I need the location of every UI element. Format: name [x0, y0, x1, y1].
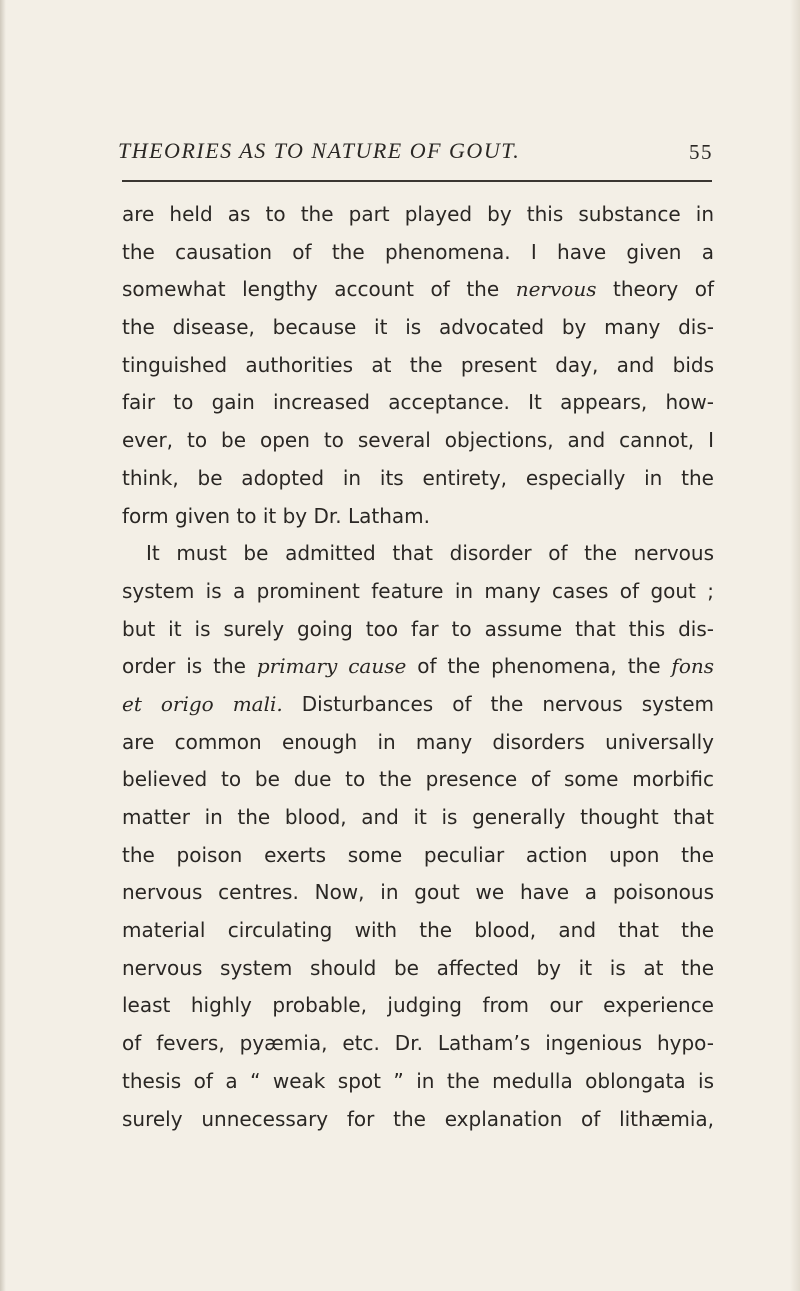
page-right-edge — [790, 0, 800, 1291]
text-line: nervous centres. Now, in gout we have a poisonous — [122, 880, 714, 905]
body-text — [122, 196, 714, 1138]
page-left-edge — [0, 0, 6, 1291]
text-line: the causation of the phenomena. I have given a — [122, 239, 714, 264]
italic-phrase: nervous — [515, 277, 597, 302]
text-line: nervous system should be affected by it is at the — [122, 955, 714, 980]
text-line: order is the primary cause of the phenomena, the fons — [122, 654, 715, 679]
text-line: thesis of a “ weak spot ” in the medulla oblongata is — [122, 1068, 714, 1093]
page-number: 55 — [689, 140, 713, 164]
text-line: believed to be due to the presence of some morbific — [122, 767, 714, 792]
text-line: but it is surely going too far to assume that this dis- — [122, 616, 714, 641]
text-line: least highly probable, judging from our experience — [122, 993, 714, 1018]
text-line: are common enough in many disorders universally — [122, 729, 714, 754]
italic-phrase: fons — [671, 654, 715, 679]
text-line: form given to it by Dr. Latham. — [122, 503, 431, 528]
text-line: surely unnecessary for the explanation of lithæmia, — [122, 1106, 714, 1131]
text-line: of fevers, pyæmia, etc. Dr. Latham’s ingenious hypo- — [122, 1031, 714, 1056]
text-line: material circulating with the blood, and that the — [122, 918, 714, 943]
text-line: fair to gain increased acceptance. It appears, how- — [122, 390, 714, 415]
text-line: the poison exerts some peculiar action upon the — [122, 842, 714, 867]
header-rule — [122, 180, 712, 182]
running-title: THEORIES AS TO NATURE OF GOUT. — [118, 138, 521, 163]
paragraph — [122, 535, 714, 1138]
text-line: et origo mali. Disturbances of the nervous system — [122, 691, 715, 716]
text-line: somewhat lengthy account of the nervous theory of — [122, 277, 714, 302]
text-line: matter in the blood, and it is generally thought that — [122, 805, 714, 829]
text-line: system is a prominent feature in many cases of gout ; — [122, 578, 714, 603]
paragraph — [122, 196, 714, 535]
text-line: ever, to be open to several objections, and cannot, I — [122, 428, 714, 453]
text-line: It must be admitted that disorder of the nervous — [146, 541, 714, 566]
text-line: think, be adopted in its entirety, especially in the — [122, 465, 714, 490]
text-line: are held as to the part played by this substance in — [122, 202, 714, 226]
text-line: tinguished authorities at the present day, and bids — [122, 352, 714, 377]
italic-phrase: primary cause — [256, 654, 407, 679]
text-line: the disease, because it is advocated by many dis- — [122, 315, 714, 340]
italic-phrase: et origo mali. — [122, 691, 283, 716]
